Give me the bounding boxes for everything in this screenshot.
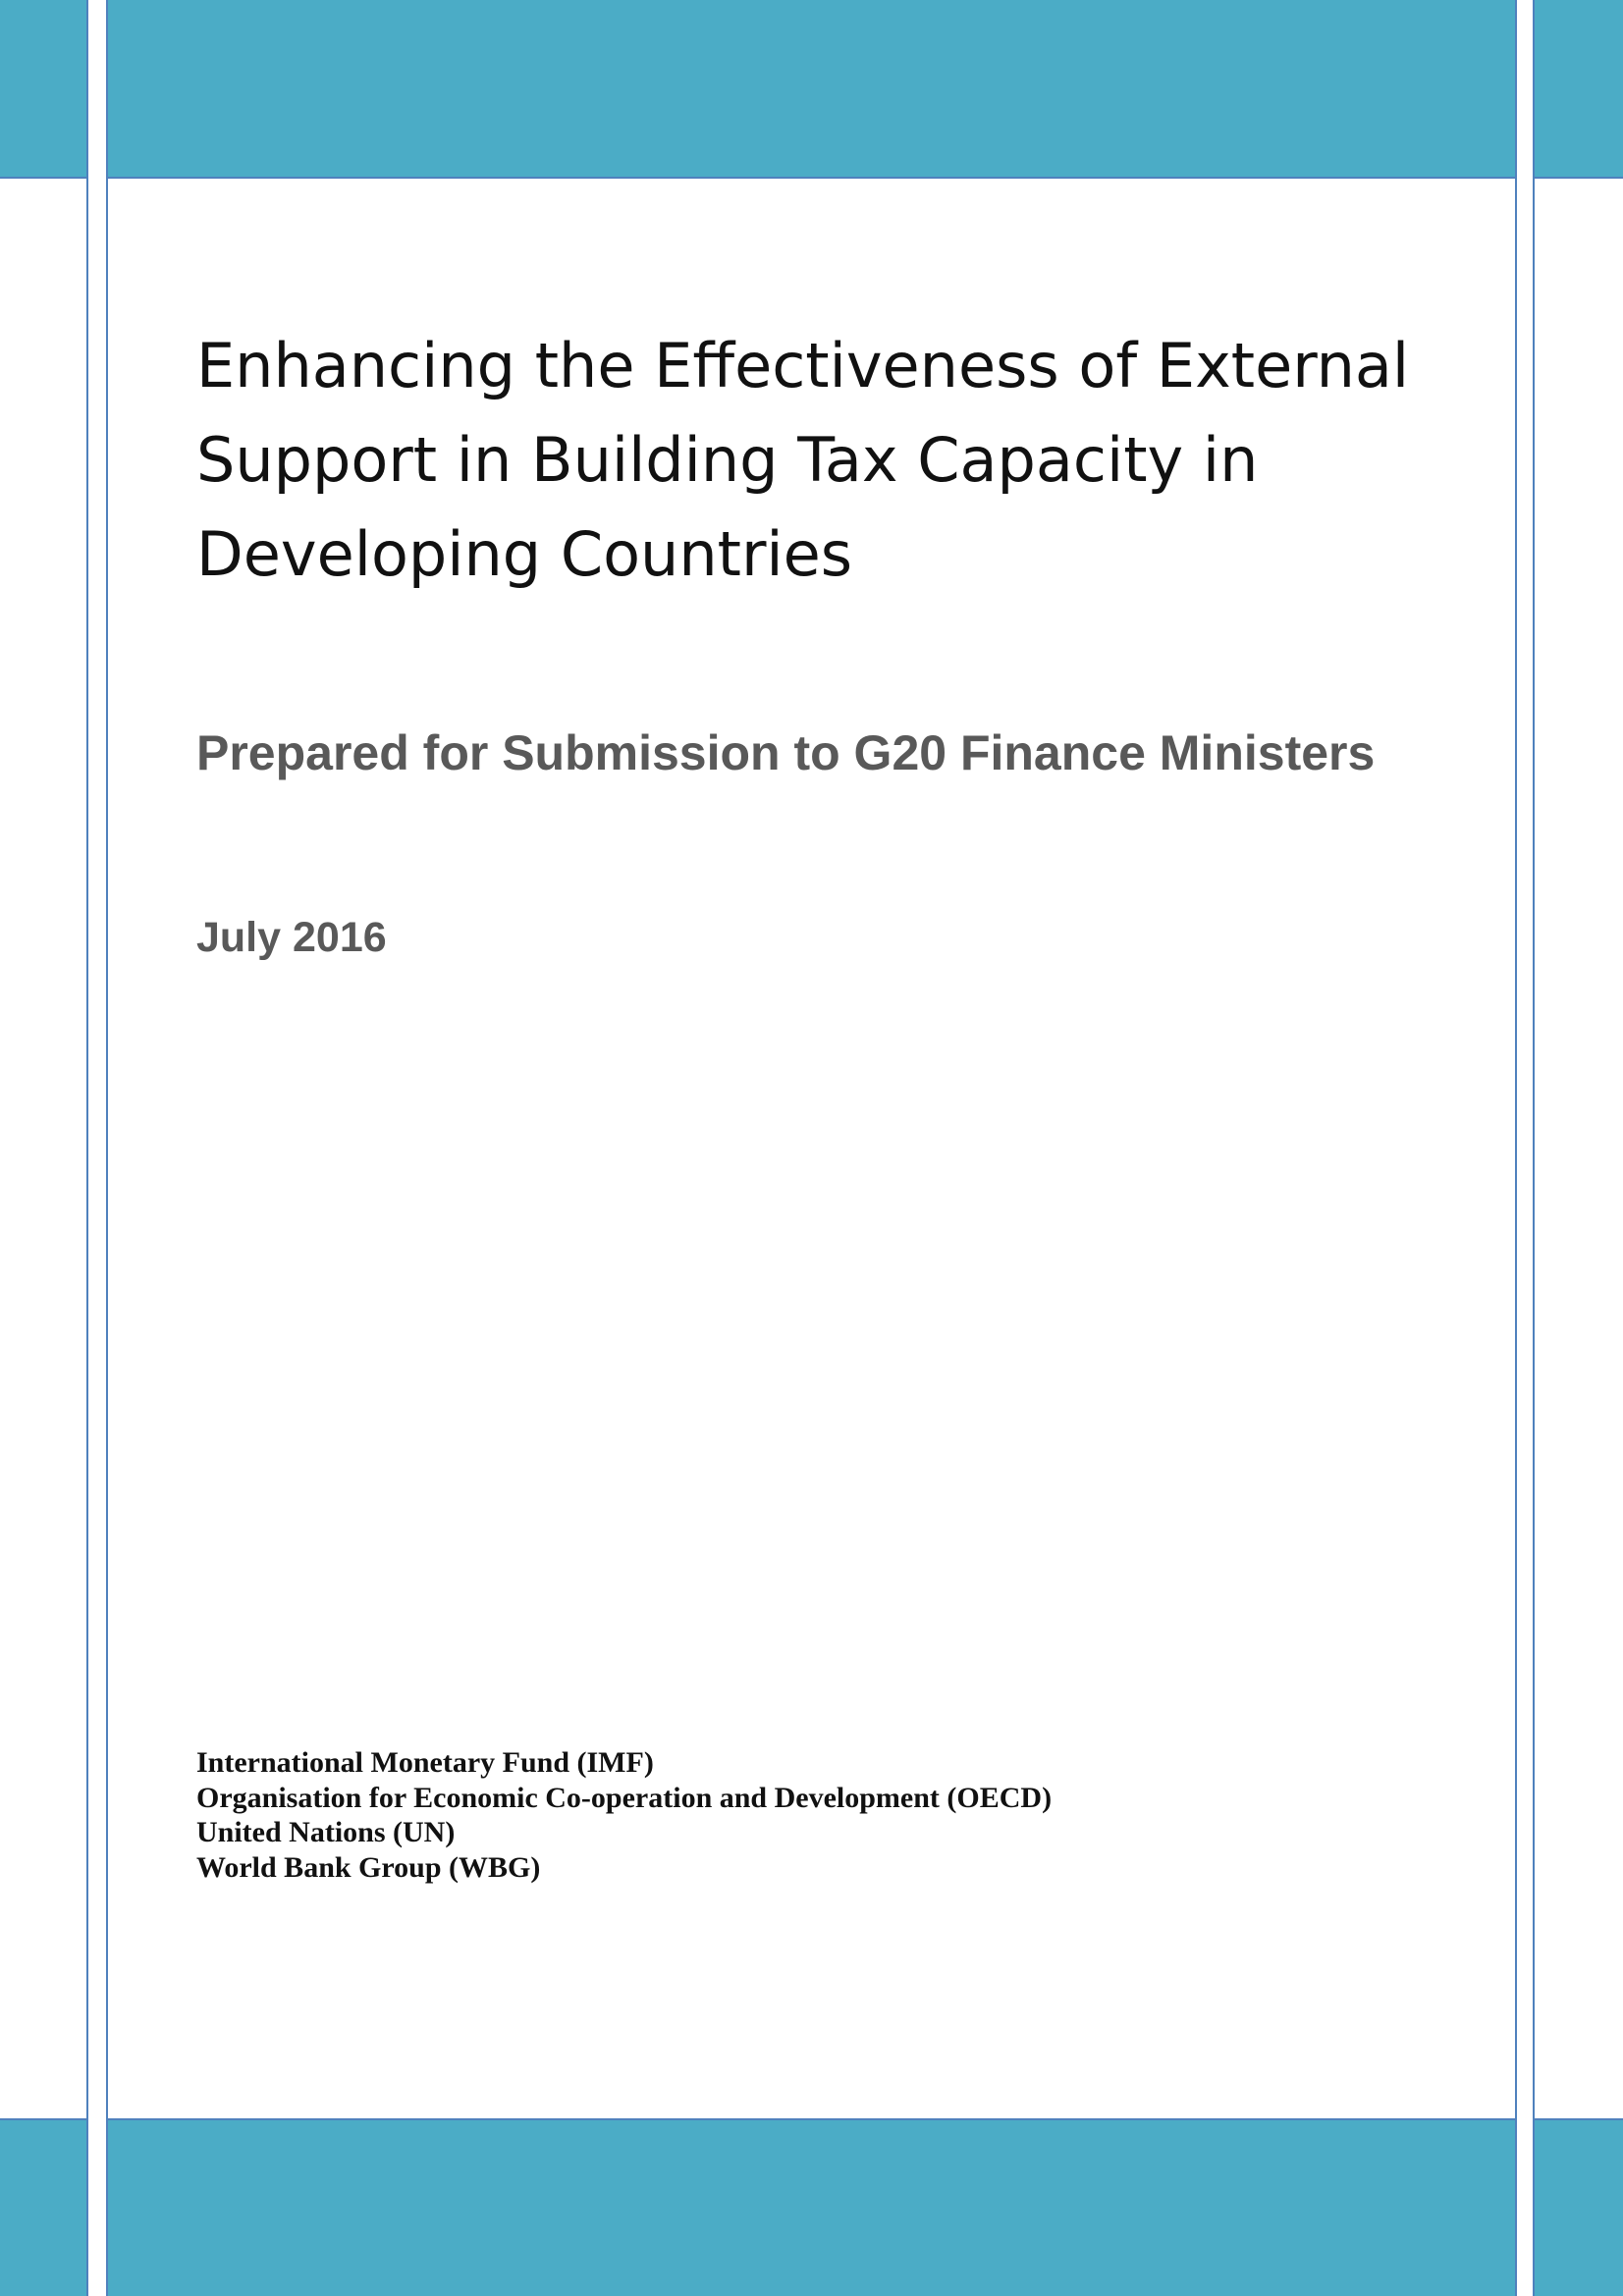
document-title-line-2: Support in Building Tax Capacity in xyxy=(196,424,1259,496)
top-band-center xyxy=(108,0,1515,178)
organization-wbg: World Bank Group (WBG) xyxy=(196,1850,541,1884)
document-title xyxy=(196,319,1473,602)
border-line-top-right xyxy=(1533,177,1623,179)
document-subtitle: Prepared for Submission to G20 Finance Ministers xyxy=(196,725,1376,780)
border-line-bottom-center xyxy=(106,2118,1517,2120)
bottom-band-right xyxy=(1535,2119,1623,2296)
border-line-bottom-left xyxy=(0,2118,88,2120)
organization-imf: International Monetary Fund (IMF) xyxy=(196,1746,654,1779)
top-band-left xyxy=(0,0,86,178)
document-title-line-3: Developing Countries xyxy=(196,518,853,590)
border-line-bottom-right xyxy=(1533,2118,1623,2120)
border-line-right-outer xyxy=(1533,0,1535,2296)
border-line-top-left xyxy=(0,177,88,179)
organization-oecd: Organisation for Economic Co-operation and Development (OECD) xyxy=(196,1781,1053,1814)
border-line-left-inner xyxy=(106,0,108,2296)
organizations-list xyxy=(196,1745,1375,1885)
bottom-band-left xyxy=(0,2119,86,2296)
border-line-left-outer xyxy=(86,0,88,2296)
document-date: July 2016 xyxy=(196,914,387,961)
bottom-band-center xyxy=(108,2119,1515,2296)
border-line-top-center xyxy=(106,177,1517,179)
top-band-right xyxy=(1535,0,1623,178)
organization-un: United Nations (UN) xyxy=(196,1816,456,1848)
border-line-right-inner xyxy=(1515,0,1517,2296)
document-title-line-1: Enhancing the Effectiveness of External xyxy=(196,330,1410,401)
